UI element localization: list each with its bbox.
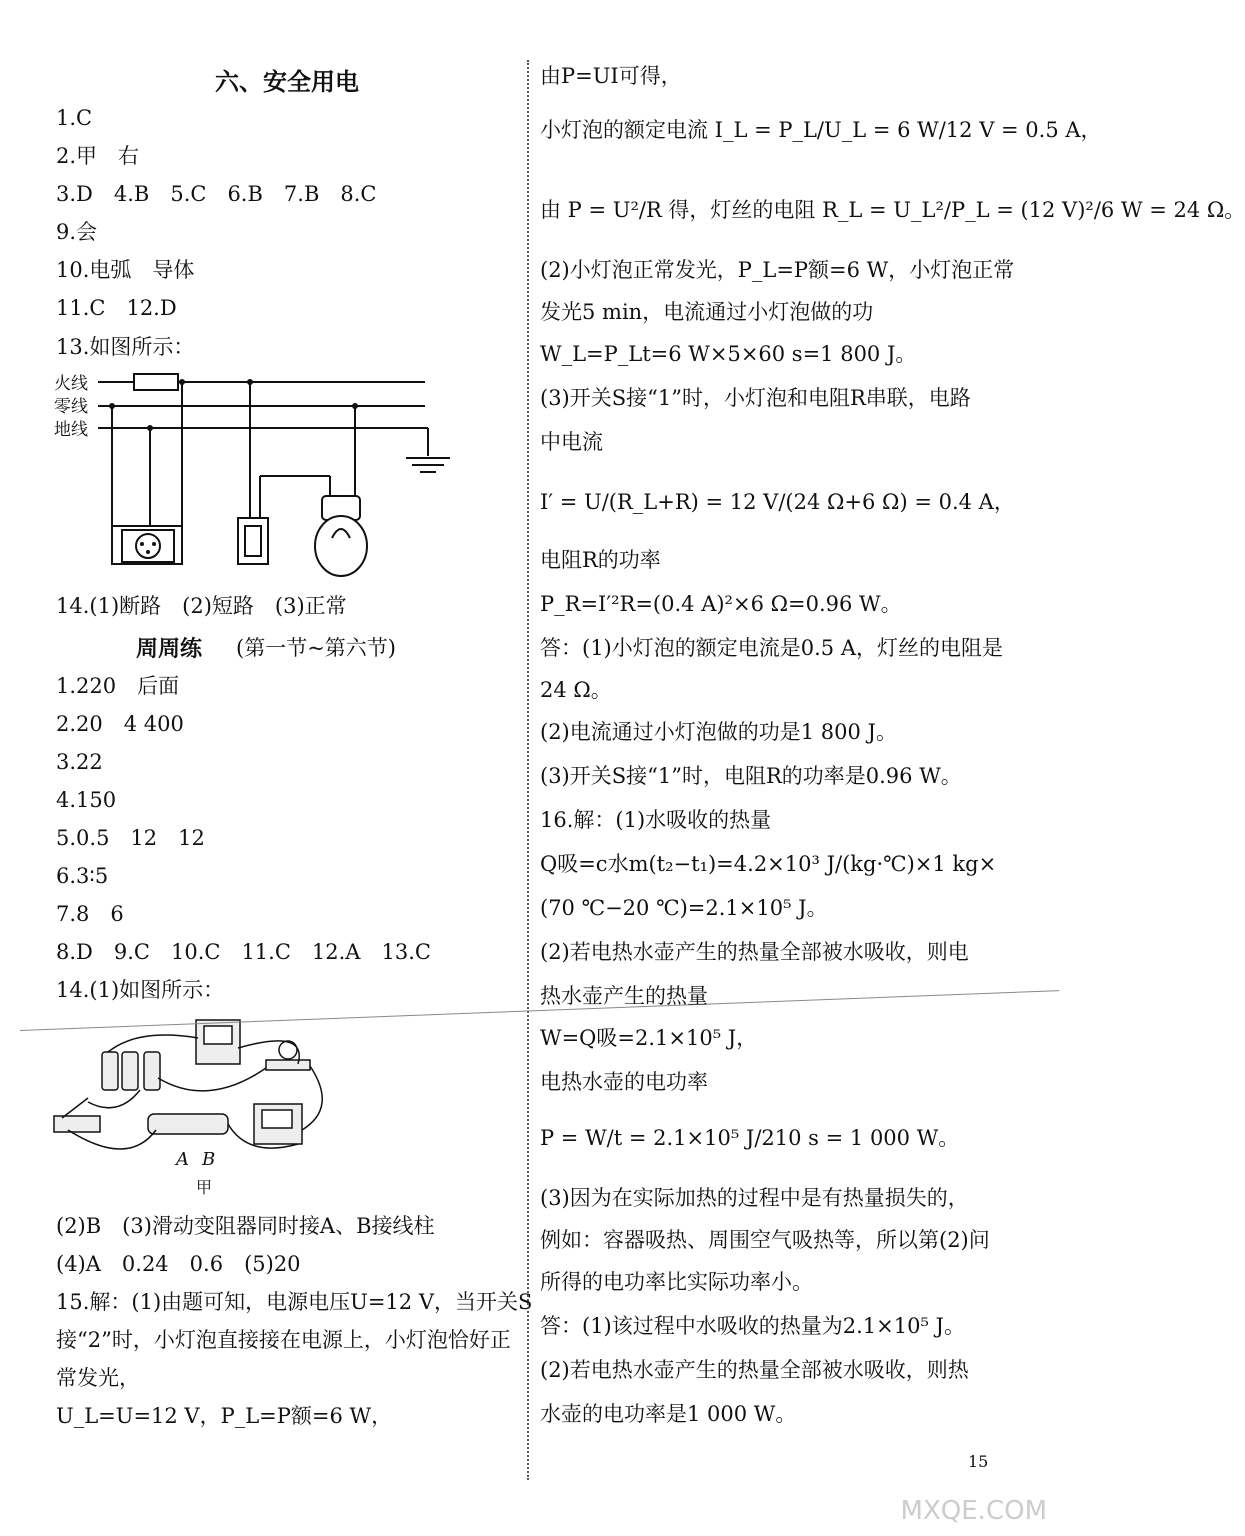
answer-line: (4)A 0.24 0.6 (5)20 xyxy=(56,1252,301,1276)
ground-wire-label: 地线 xyxy=(54,420,88,440)
solution-line: I′ = U/(R_L+R) = 12 V/(24 Ω+6 Ω) = 0.4 A， xyxy=(540,490,1015,514)
answer-line: U_L=U=12 V，P_L=P额=6 W， xyxy=(56,1404,393,1428)
answer-line: 13.如图所示： xyxy=(56,335,195,359)
solution-line: 由P=UI可得， xyxy=(540,64,682,88)
solution-line: 答：(1)该过程中水吸收的热量为2.1×10⁵ J。 xyxy=(540,1314,965,1338)
answer-line: 2.甲 右 xyxy=(56,144,140,168)
answer-line: 11.C 12.D xyxy=(56,296,177,320)
solution-line: (3)因为在实际加热的过程中是有热量损失的， xyxy=(540,1186,969,1210)
solution-line: (2)电流通过小灯泡做的功是1 800 J。 xyxy=(540,720,897,744)
live-wire-label: 火线 xyxy=(54,374,88,394)
solution-line: 发光5 min，电流通过小灯泡做的功 xyxy=(540,300,874,324)
answer-line: 7.8 6 xyxy=(56,902,124,926)
solution-line: 24 Ω。 xyxy=(540,678,612,702)
terminal-b-label: B xyxy=(202,1149,216,1170)
answer-line: 3.22 xyxy=(56,750,103,774)
answer-line: 1.220 后面 xyxy=(56,674,180,698)
answer-line: 5.0.5 12 12 xyxy=(56,826,205,850)
solution-line: 热水壶产生的热量 xyxy=(540,984,708,1008)
experiment-apparatus-figure xyxy=(48,1018,348,1168)
solution-line: 电热水壶的电功率 xyxy=(540,1070,708,1094)
answer-line: 15.解：(1)由题可知，电源电压U=12 V，当开关S xyxy=(56,1290,533,1314)
solution-line: W_L=P_Lt=6 W×5×60 s=1 800 J。 xyxy=(540,342,917,366)
solution-line: P = W/t = 2.1×10⁵ J/210 s = 1 000 W。 xyxy=(540,1126,960,1150)
answer-line: 常发光， xyxy=(56,1366,140,1390)
solution-line: (70 ℃−20 ℃)=2.1×10⁵ J。 xyxy=(540,896,828,920)
watermark: MXQE.COM xyxy=(900,1496,1047,1526)
answer-line: 4.150 xyxy=(56,788,117,812)
answer-line: 8.D 9.C 10.C 11.C 12.A 13.C xyxy=(56,940,431,964)
answer-line: 9.会 xyxy=(56,220,98,244)
week-subtitle: (第一节~第六节) xyxy=(236,636,396,660)
section-title: 六、安全用电 xyxy=(215,68,359,96)
answer-line: 3.D 4.B 5.C 6.B 7.B 8.C xyxy=(56,182,377,206)
solution-line: 由 P = U²/R 得，灯丝的电阻 R_L = U_L²/P_L = (12 V)²/6 W = 24 Ω。 xyxy=(540,198,1245,222)
answer-line: 6.3∶5 xyxy=(56,864,109,888)
answer-line: 14.(1)如图所示： xyxy=(56,978,225,1002)
solution-line: (2)小灯泡正常发光，P_L=P额=6 W，小灯泡正常 xyxy=(540,258,1015,282)
solution-line: 16.解：(1)水吸收的热量 xyxy=(540,808,772,832)
figure-caption: 甲 xyxy=(196,1178,213,1197)
column-divider xyxy=(527,60,529,1480)
solution-line: (2)若电热水壶产生的热量全部被水吸收，则电 xyxy=(540,940,969,964)
solution-line: (2)若电热水壶产生的热量全部被水吸收，则热 xyxy=(540,1358,969,1382)
solution-line: 中电流 xyxy=(540,430,603,454)
solution-line: 水壶的电功率是1 000 W。 xyxy=(540,1402,797,1426)
solution-line: 所得的电功率比实际功率小。 xyxy=(540,1270,813,1294)
solution-line: 例如：容器吸热、周围空气吸热等，所以第(2)问 xyxy=(540,1228,990,1252)
answer-line: 14.(1)断路 (2)短路 (3)正常 xyxy=(56,594,347,618)
answer-line: (2)B (3)滑动变阻器同时接A、B接线柱 xyxy=(56,1214,435,1238)
solution-line: Q吸=c水m(t₂−t₁)=4.2×10³ J/(kg·℃)×1 kg× xyxy=(540,852,997,876)
solution-line: (3)开关S接“1”时，电阻R的功率是0.96 W。 xyxy=(540,764,962,788)
terminal-a-label: A xyxy=(176,1149,189,1170)
solution-line: W=Q吸=2.1×10⁵ J， xyxy=(540,1026,758,1050)
neutral-wire-label: 零线 xyxy=(54,397,88,417)
answer-line: 2.20 4 400 xyxy=(56,712,184,736)
household-circuit-diagram xyxy=(50,368,450,588)
week-title: 周周练 xyxy=(136,637,203,662)
answer-line: 10.电弧 导体 xyxy=(56,258,195,282)
answer-line: 1.C xyxy=(56,106,93,130)
solution-line: 答：(1)小灯泡的额定电流是0.5 A，灯丝的电阻是 xyxy=(540,636,1003,660)
answer-line: 接“2”时，小灯泡直接接在电源上，小灯泡恰好正 xyxy=(56,1328,511,1352)
solution-line: (3)开关S接“1”时，小灯泡和电阻R串联，电路 xyxy=(540,386,971,410)
page-number: 15 xyxy=(968,1452,989,1471)
solution-line: 小灯泡的额定电流 I_L = P_L/U_L = 6 W/12 V = 0.5 A， xyxy=(540,118,1102,142)
solution-line: P_R=I′²R=(0.4 A)²×6 Ω=0.96 W。 xyxy=(540,592,902,616)
solution-line: 电阻R的功率 xyxy=(540,548,661,572)
